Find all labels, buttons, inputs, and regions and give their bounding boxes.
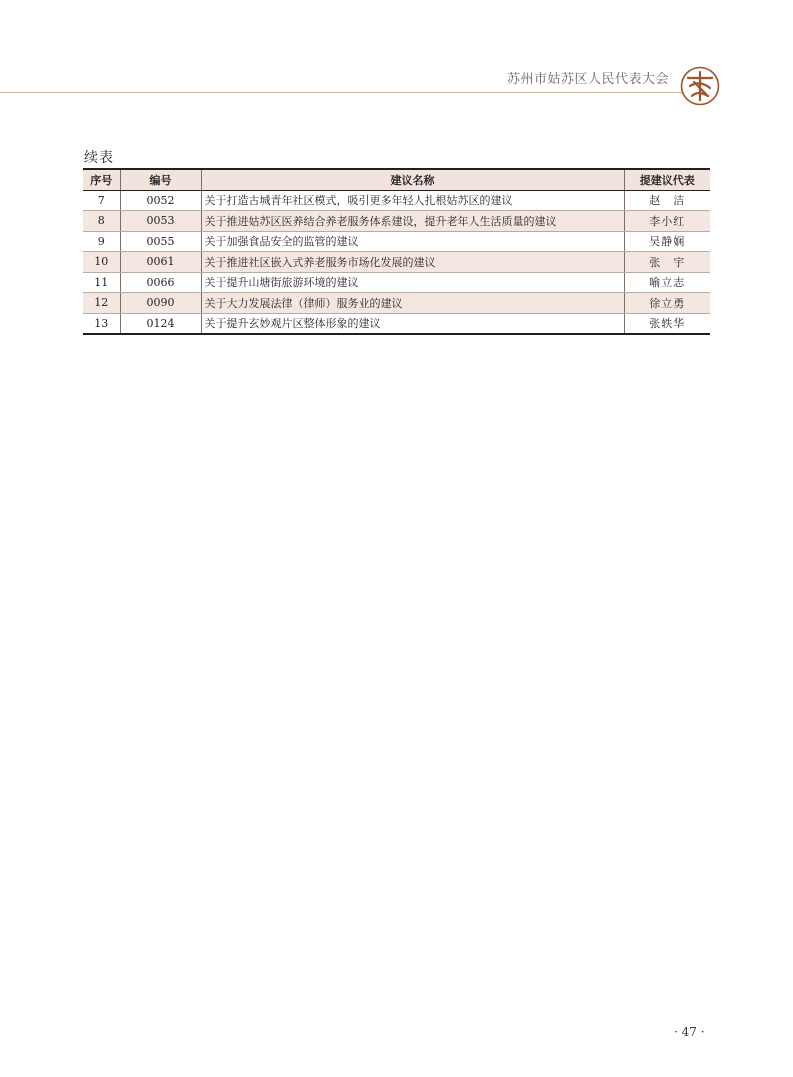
cell-serial-number: 9 [83,231,120,252]
proposal-table [83,168,710,335]
cell-representative: 喻立志 [624,272,710,293]
table-body [83,190,710,334]
cell-code: 0053 [120,211,201,232]
header-serial-number: 序号 [83,169,120,190]
cell-representative: 张轶华 [624,313,710,334]
table-row [83,231,710,252]
cell-proposal-title: 关于推进姑苏区医养结合养老服务体系建设，提升老年人生活质量的建议 [201,211,624,232]
cell-code: 0090 [120,293,201,314]
table-row [83,293,710,314]
table-header-row [83,169,710,190]
cell-code: 0066 [120,272,201,293]
cell-proposal-title: 关于提升玄妙观片区整体形象的建议 [201,313,624,334]
cell-proposal-title: 关于打造古城青年社区模式，吸引更多年轻人扎根姑苏区的建议 [201,190,624,211]
table-row [83,252,710,273]
table-row [83,272,710,293]
cell-representative: 吴静娴 [624,231,710,252]
header-proposal-title: 建议名称 [201,169,624,190]
header-title: 苏州市姑苏区人民代表大会 [506,72,669,87]
cell-code: 0055 [120,231,201,252]
cell-code: 0124 [120,313,201,334]
cell-serial-number: 11 [83,272,120,293]
cell-serial-number: 7 [83,190,120,211]
cell-representative: 赵 洁 [624,190,710,211]
section-label: 续表 [84,150,114,166]
cell-serial-number: 12 [83,293,120,314]
table-row [83,211,710,232]
table-row [83,313,710,334]
cell-code: 0052 [120,190,201,211]
cell-serial-number: 13 [83,313,120,334]
table-row [83,190,710,211]
header-rule [0,92,683,93]
cell-serial-number: 10 [83,252,120,273]
cell-representative: 李小红 [624,211,710,232]
cell-proposal-title: 关于大力发展法律（律师）服务业的建议 [201,293,624,314]
header-representative: 提建议代表 [624,169,710,190]
cell-representative: 张 宇 [624,252,710,273]
cell-serial-number: 8 [83,211,120,232]
page-number: · 47 · [674,1025,705,1039]
cell-proposal-title: 关于推进社区嵌入式养老服务市场化发展的建议 [201,252,624,273]
header-code: 编号 [120,169,201,190]
cell-code: 0061 [120,252,201,273]
cell-proposal-title: 关于提升山塘街旅游环境的建议 [201,272,624,293]
congress-emblem-icon [680,66,720,106]
cell-proposal-title: 关于加强食品安全的监管的建议 [201,231,624,252]
cell-representative: 徐立勇 [624,293,710,314]
